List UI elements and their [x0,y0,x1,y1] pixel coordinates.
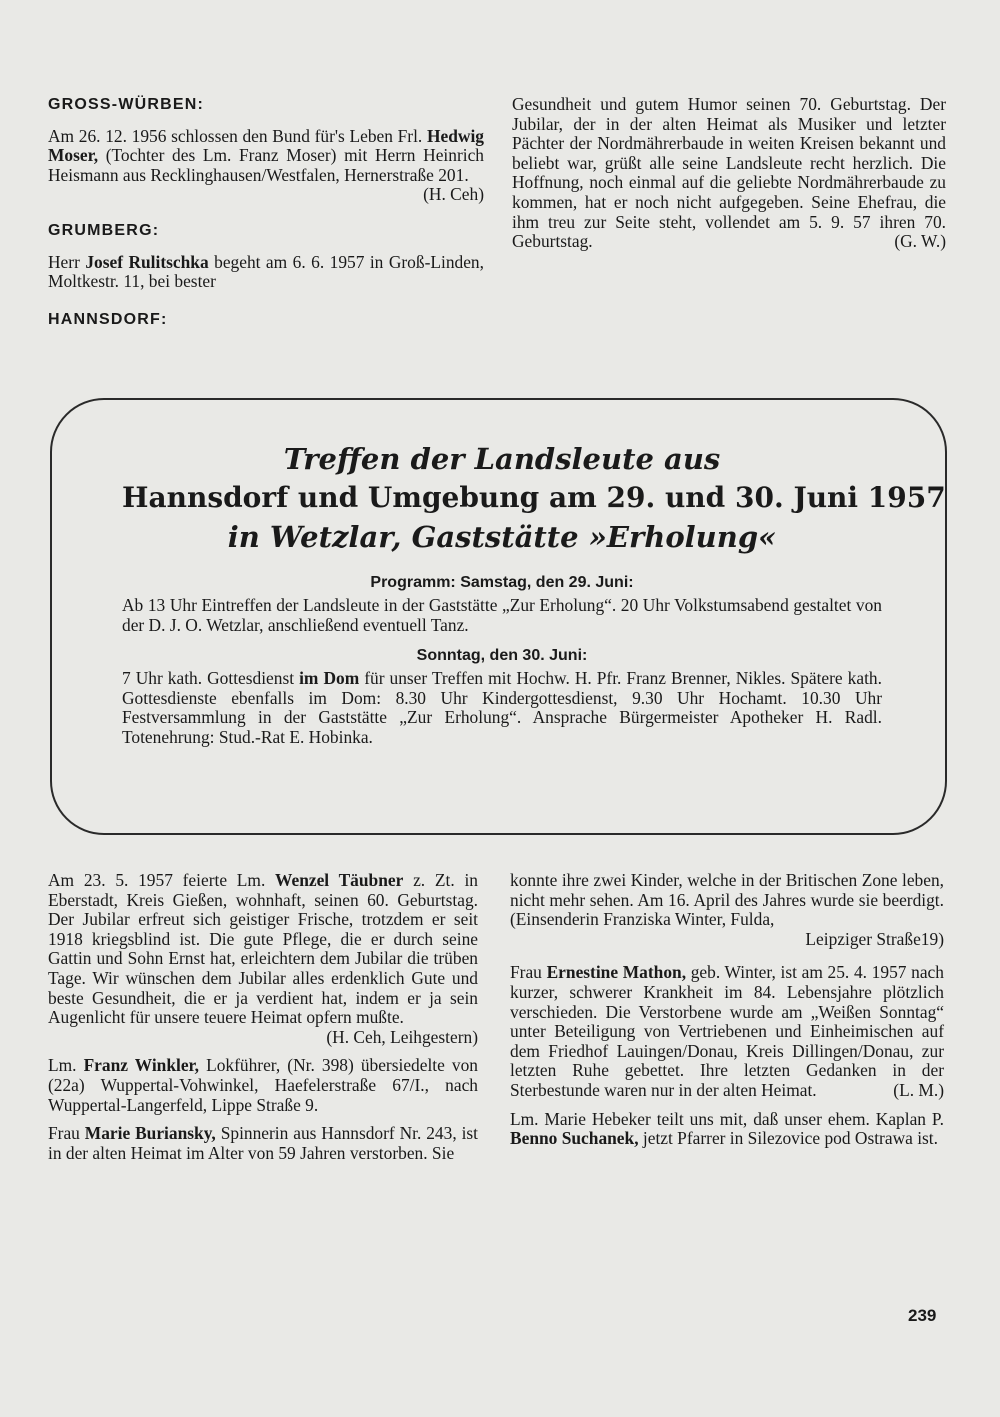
person-name: Franz Winkler, [83,1055,200,1076]
person-name: Hedwig Moser, [48,125,484,166]
signature: Leipziger Straße19) [805,928,944,949]
paragraph-mathon: Frau Ernestine Mathon, geb. Winter, ist am 25. 4. 1957 nach kurzer, schwerer Krankheit im 84. Lebensjahre plötzlich verschieden. Die Verstorbene wurde am „Weißen Sonntag“ unter Beteiligung von Vertriebenen und Einheimischen auf dem Friedhof Lauingen/Donau, Kreis Dillingen/Donau, zur letzten Ruhe gebettet. Ihre letzten Gedanken in der Sterbestunde waren nur in der alten Heimat. (L. M.) [510,962,944,1100]
announcement-box [50,398,947,835]
announcement-title-line2: Hannsdorf und Umgebung am 29. und 30. Juni 1957 [122,481,946,514]
person-name: Marie Buriansky, [84,1123,216,1144]
announcement-title-line1: Treffen der Landsleute aus [283,442,721,476]
bottom-left-column [48,871,478,1172]
sunday-heading: Sonntag, den 30. Juni: [416,647,588,665]
paragraph-suchanek: Lm. Marie Hebeker teilt uns mit, daß unser ehem. Kaplan P. Benno Suchanek, jetzt Pfarrer in Silezovice pod Ostrawa ist. [510,1108,944,1149]
person-name: Benno Suchanek, [510,1128,639,1149]
section-heading-gross-wuerben: GROSS-WÜRBEN: [48,96,205,113]
bottom-right-column [510,871,944,1158]
paragraph-taeubner: Am 23. 5. 1957 feierte Lm. Wenzel Täubner z. Zt. in Eberstadt, Kreis Gießen, wohnhaft, seinen 60. Geburtstag. Der Jubilar erfreut sich geistiger Frische, trotzdem er seit 1918 kriegsblind ist. Die gute Pflege, die er durch seine Gattin und Sohn Ernst hat, erleichtern dem Jubilar die trüben Tage. Wir wünschen dem Jubilar alles erdenklich Gute und beste Gesundheit, die er ja verdient hat, indem er ja sein Augenlicht für unsere teuere Heimat opfern mußte. (H. Ceh, Leihgestern) [48,870,478,1047]
sunday-text: 7 Uhr kath. Gottesdienst im Dom für unser Treffen mit Hochw. H. Pfr. Franz Brenner, Nikles. Spätere kath. Gottesdienste ebenfalls im Dom: 8.30 Uhr Kindergottesdienst, 9.30 Uhr Hochamt. 10.30 Uhr Festversammlung in der Gaststätte „Zur Erholung“. Ansprache Bürgermeister Apotheker H. Radl. Totenehrung: Stud.-Rat E. Hobinka. [122,668,882,747]
paragraph-grumberg: Herr Josef Rulitschka begeht am 6. 6. 1957 in Groß-Linden, Moltkestr. 11, bei bester [48,251,484,292]
paragraph-gross-wuerben: Am 26. 12. 1956 schlossen den Bund für's Leben Frl. Hedwig Moser, (Tochter des Lm. Franz Moser) mit Herrn Heinrich Heismann aus Recklinghausen/Westfalen, Hernerstraße 201. (H. Ceh) [48,125,484,205]
program-heading: Programm: Samstag, den 29. Juni: [370,574,634,591]
signature: (H. Ceh, Leihgestern) [326,1026,478,1047]
signature: (G. W.) [894,231,946,252]
top-left-column [48,95,484,341]
program-text: Ab 13 Uhr Eintreffen der Landsleute in der Gaststätte „Zur Erholung“. 20 Uhr Volkstumsabend gestaltet von der D. J. O. Wetzlar, anschließend eventuell Tanz. [122,595,882,635]
section-heading-hannsdorf: HANNSDORF: [48,310,168,328]
section-heading-grumberg: GRUMBERG: [48,221,160,239]
paragraph-buriansky: Frau Marie Buriansky, Spinnerin aus Hannsdorf Nr. 243, ist in der alten Heimat im Alter von 59 Jahren verstorben. Sie [48,1123,478,1163]
person-name: Wenzel Täubner [275,870,404,890]
paragraph-winkler: Lm. Franz Winkler, Lokführer, (Nr. 398) übersiedelte von (22a) Wuppertal-Vohwinkel, Haefelerstraße 67/I., nach Wuppertal-Langerfeld, Lippe Straße 9. [48,1055,478,1115]
page-number: 239 [908,1306,937,1325]
signature: (L. M.) [893,1079,944,1100]
paragraph-buriansky-cont: konnte ihre zwei Kinder, welche in der Britischen Zone leben, nicht mehr sehen. Am 16. April des Jahres wurde sie beerdigt. (Einsenderin Franziska Winter, Fulda, Leipziger Straße19) [510,870,944,949]
announcement-content [122,440,946,748]
person-name: Josef Rulitschka [85,251,209,272]
person-name: Ernestine Mathon, [546,962,687,983]
top-right-column [512,95,946,261]
signature: (H. Ceh) [423,184,484,205]
paragraph-birthday: Gesundheit und gutem Humor seinen 70. Geburtstag. Der Jubilar, der in der alten Heimat als Musiker und letzter Pächter der Nordmährerbaude in weiten Kreisen bekannt und beliebt war, grüßt alle seine Landsleute recht herzlich. Die Hoffnung, noch einmal auf die geliebte Nordmährerbaude zu kommen, hat er noch nicht aufgegeben. Seine Ehefrau, die ihm treu zur Seite steht, vollendet am 5. 9. 57 ihren 70. Geburtstag. (G. W.) [512,94,946,252]
announcement-title-line3: in Wetzlar, Gaststätte »Erholung« [227,520,777,554]
